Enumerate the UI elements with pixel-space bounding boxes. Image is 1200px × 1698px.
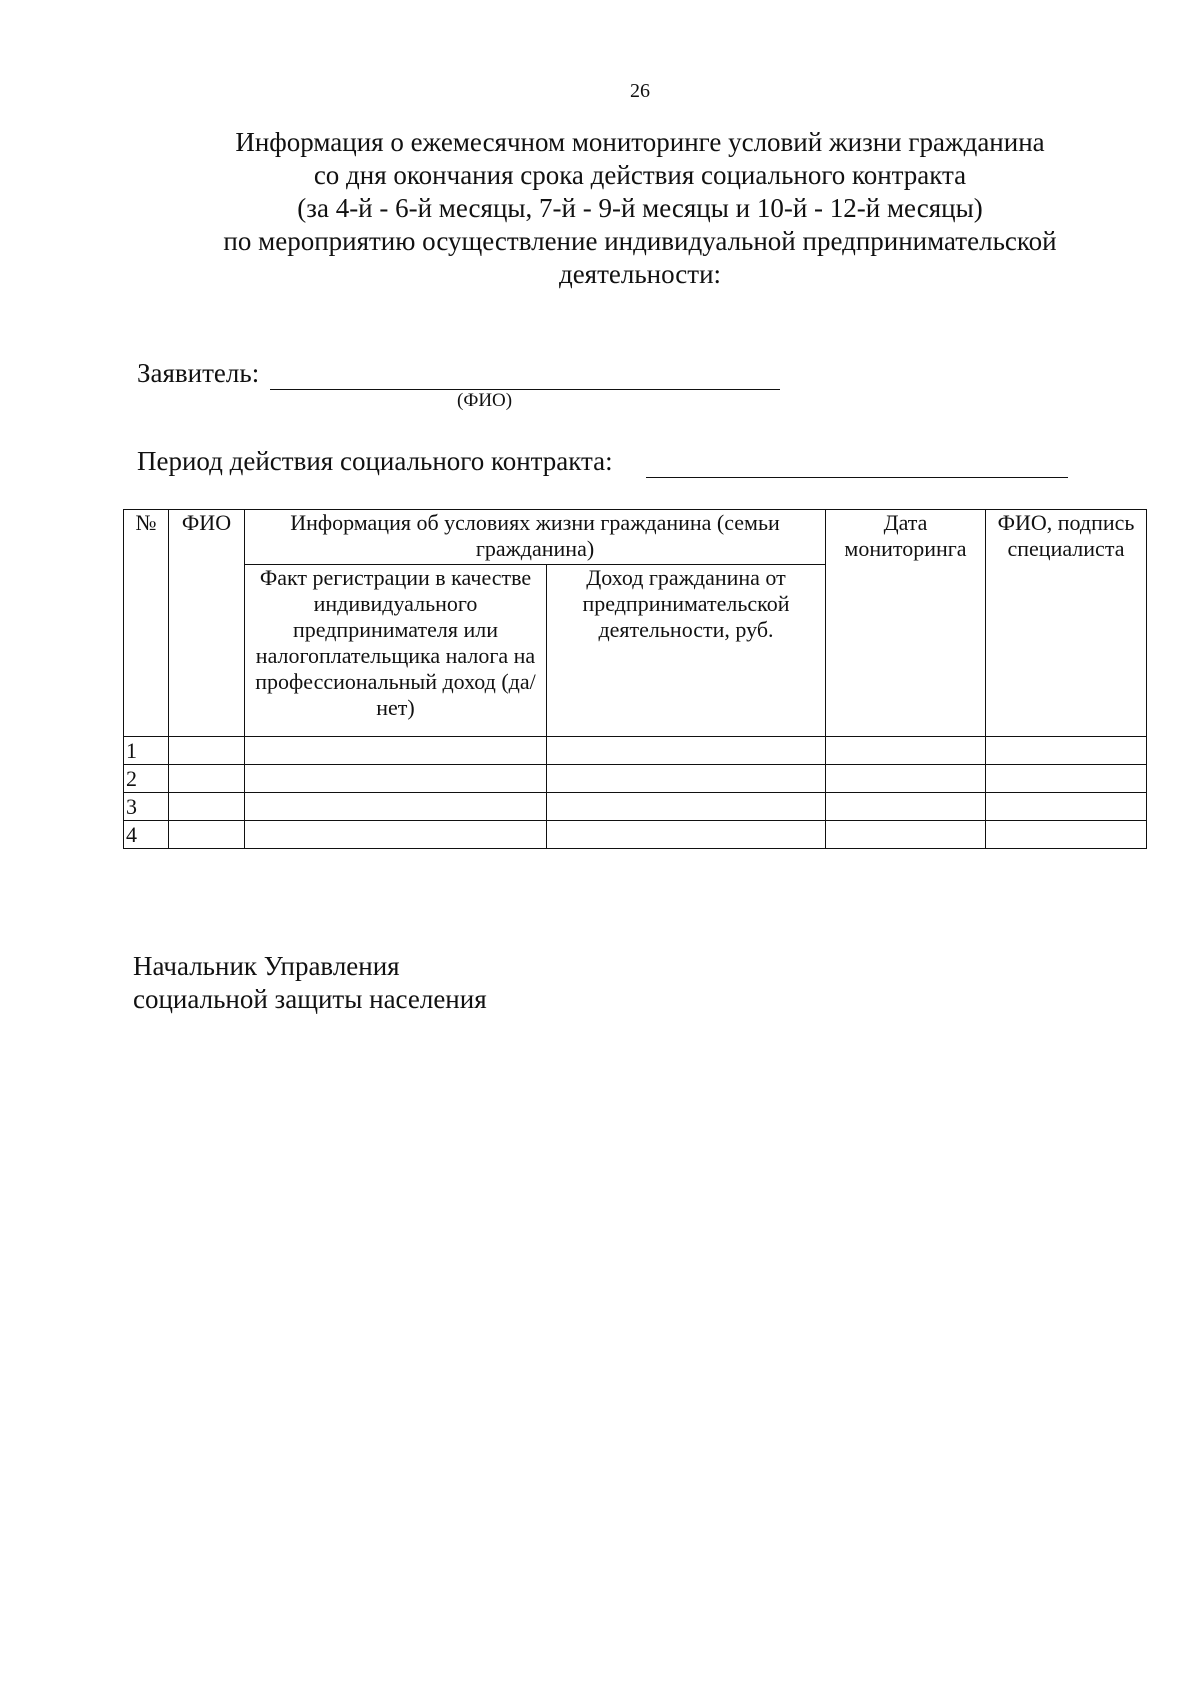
title-line: Информация о ежемесячном мониторинге условий жизни гражданина	[235, 127, 1045, 157]
applicant-label: Заявитель:	[137, 358, 260, 388]
applicant-fio-line[interactable]	[270, 389, 780, 390]
cell-monitoring-date[interactable]	[826, 737, 986, 765]
header-monitoring-date: Дата мониторинга	[826, 510, 986, 737]
cell-income[interactable]	[547, 821, 826, 849]
title-line: со дня окончания срока действия социального контракта	[313, 160, 967, 190]
contract-period-label: Период действия социального контракта:	[137, 446, 613, 476]
header-income: Доход гражданина от предпринимательской деятельности, руб.	[547, 565, 826, 737]
cell-registration[interactable]	[245, 793, 547, 821]
row-number: 1	[124, 737, 169, 765]
header-fio: ФИО	[169, 510, 245, 737]
signature-title-line1: Начальник Управления	[133, 951, 400, 981]
header-living-conditions: Информация об условиях жизни гражданина (семьи гражданина)	[245, 510, 826, 565]
title-line: по мероприятию осуществление индивидуальной предпринимательской	[223, 226, 1057, 256]
header-registration: Факт регистрации в качестве индивидуального предпринимателя или налогоплательщика налога на профессиональный доход (да/нет)	[245, 565, 547, 737]
title-line: деятельности:	[558, 259, 722, 289]
table-row	[124, 737, 1147, 765]
cell-monitoring-date[interactable]	[826, 765, 986, 793]
document-title	[140, 126, 1140, 291]
signature-title-line2: социальной защиты населения	[133, 984, 487, 1014]
row-number: 4	[124, 821, 169, 849]
table-row	[124, 765, 1147, 793]
cell-fio[interactable]	[169, 793, 245, 821]
cell-specialist[interactable]	[986, 793, 1147, 821]
cell-registration[interactable]	[245, 821, 547, 849]
cell-specialist[interactable]	[986, 821, 1147, 849]
cell-specialist[interactable]	[986, 737, 1147, 765]
row-number: 3	[124, 793, 169, 821]
cell-registration[interactable]	[245, 765, 547, 793]
title-line: (за 4-й - 6-й месяцы, 7-й - 9-й месяцы и 10-й - 12-й месяцы)	[297, 193, 983, 223]
row-number: 2	[124, 765, 169, 793]
cell-income[interactable]	[547, 737, 826, 765]
signature-block	[133, 950, 487, 1016]
header-specialist: ФИО, подпись специалиста	[986, 510, 1147, 737]
cell-income[interactable]	[547, 793, 826, 821]
table-row	[124, 793, 1147, 821]
fio-caption: (ФИО)	[457, 390, 513, 411]
cell-income[interactable]	[547, 765, 826, 793]
page-number: 26	[630, 80, 650, 102]
cell-specialist[interactable]	[986, 765, 1147, 793]
header-number: №	[124, 510, 169, 737]
cell-registration[interactable]	[245, 737, 547, 765]
monitoring-table	[123, 509, 1147, 849]
contract-period-line[interactable]	[646, 477, 1068, 478]
cell-monitoring-date[interactable]	[826, 793, 986, 821]
cell-fio[interactable]	[169, 821, 245, 849]
table-row	[124, 821, 1147, 849]
cell-monitoring-date[interactable]	[826, 821, 986, 849]
cell-fio[interactable]	[169, 765, 245, 793]
cell-fio[interactable]	[169, 737, 245, 765]
